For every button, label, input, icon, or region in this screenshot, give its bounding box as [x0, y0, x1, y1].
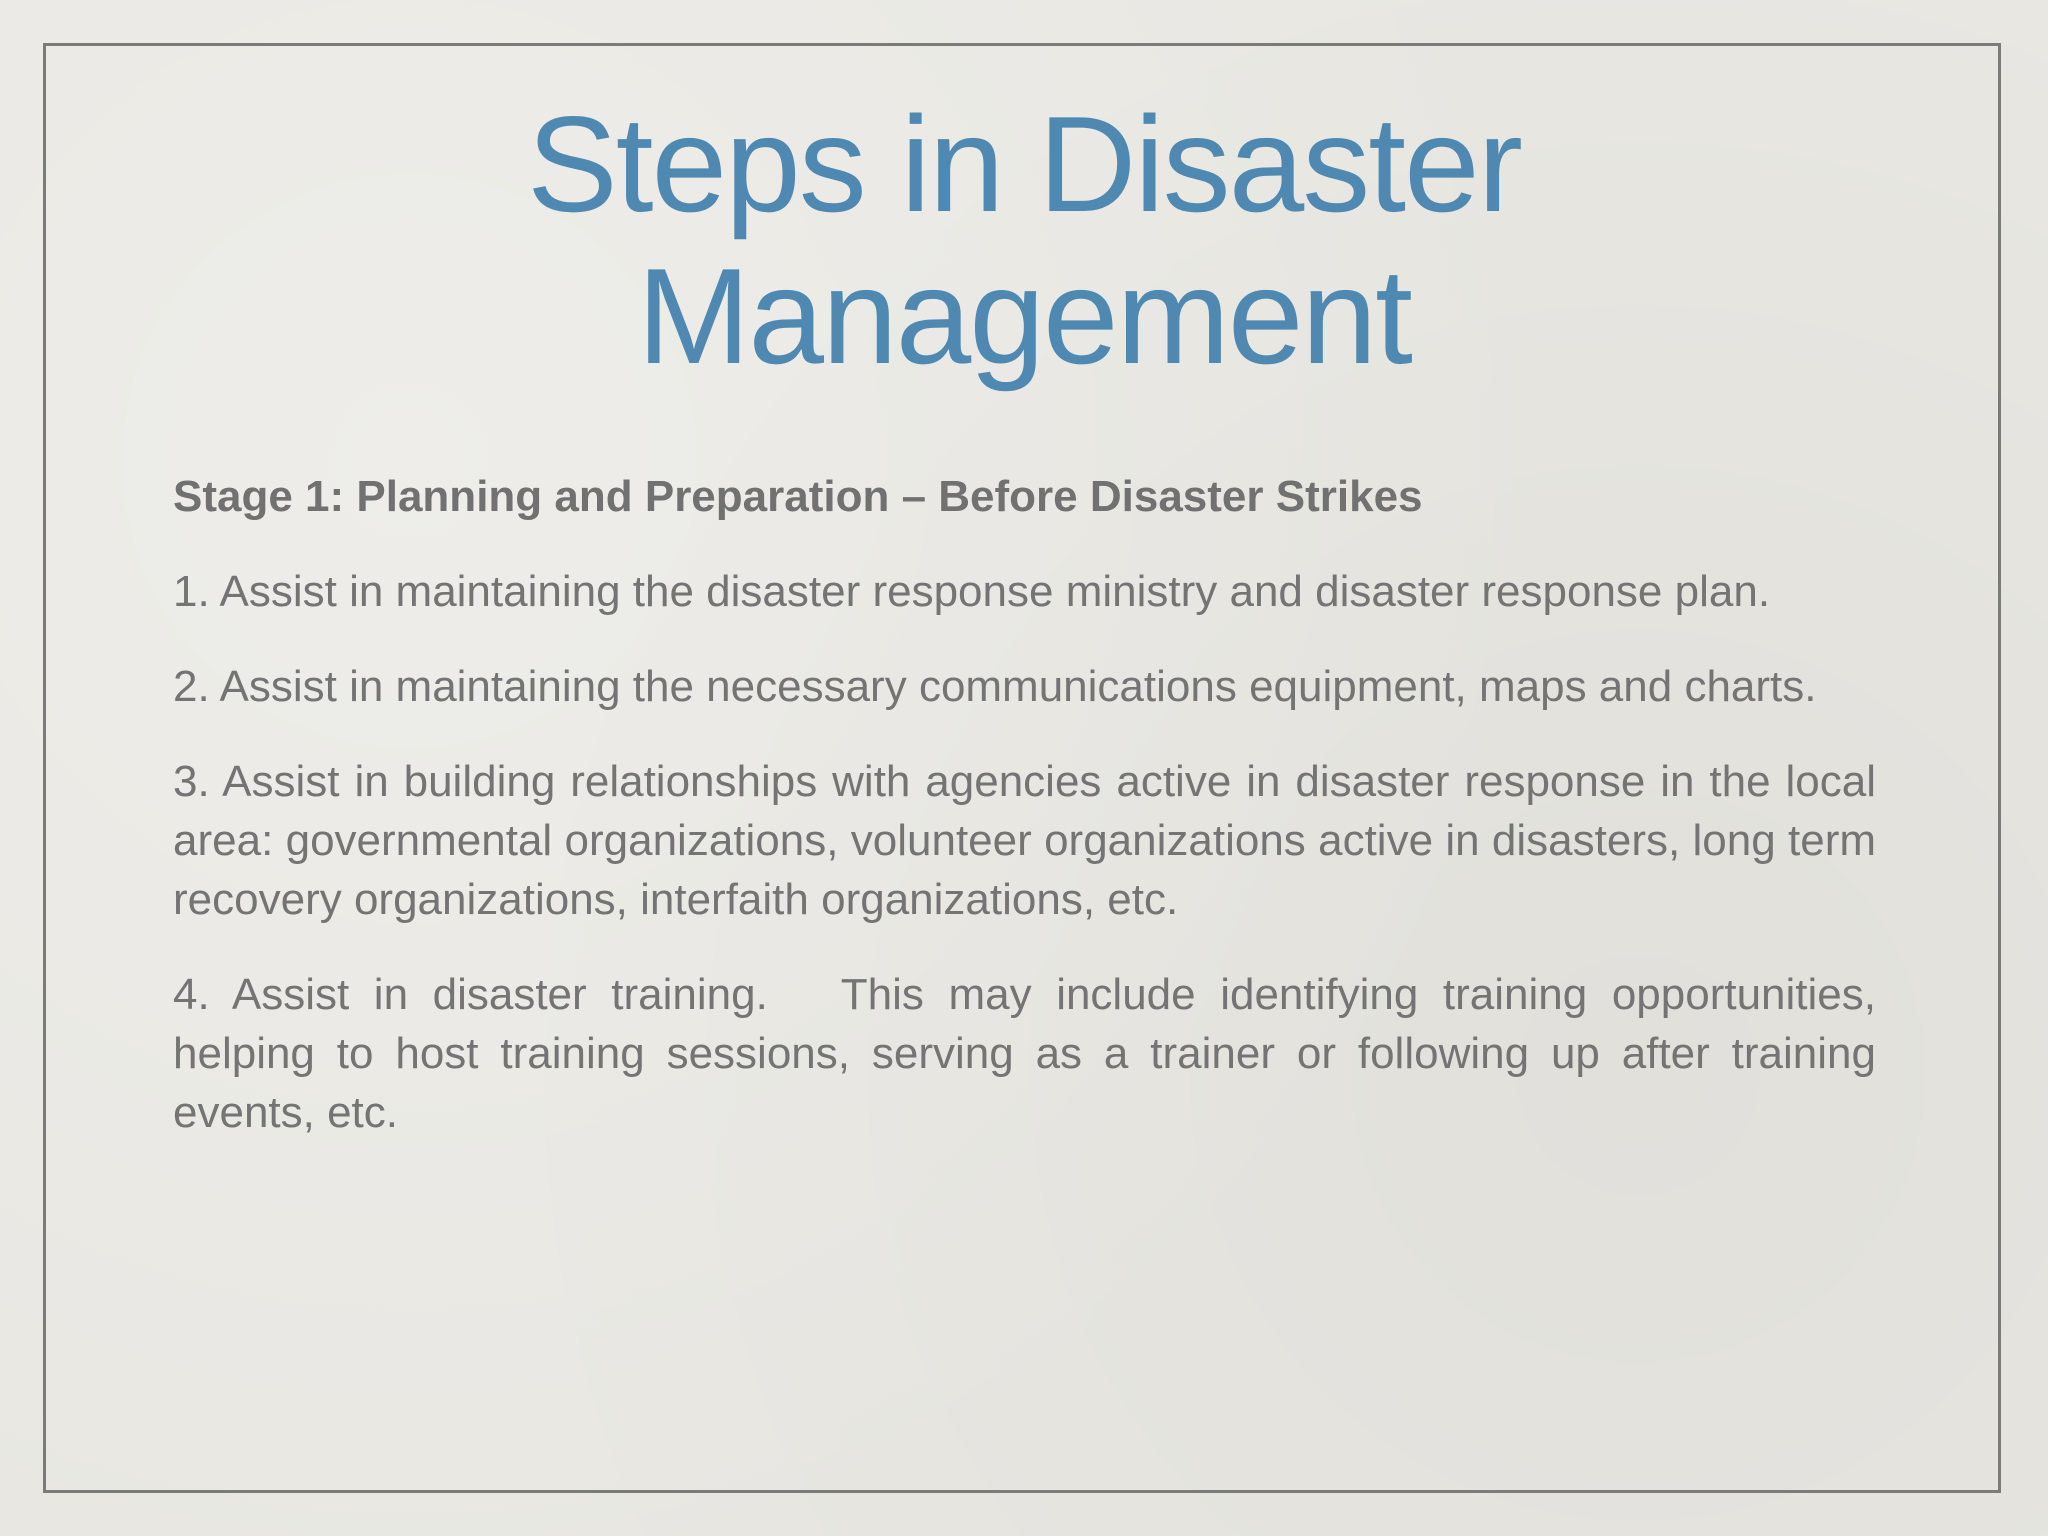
- slide-title-line-2: Management: [637, 240, 1411, 392]
- stage-heading: Stage 1: Planning and Preparation – Before Disaster Strikes: [173, 472, 1423, 521]
- slide-title-line-1: Steps in Disaster: [527, 88, 1521, 240]
- step-item-4: 4. Assist in disaster training. This may include identifying training opportunities, helping to host training sessions, serving as a trainer or following up after training events, etc.: [173, 970, 1889, 1137]
- slide-body: [173, 468, 1889, 1178]
- step-item-1: 1. Assist in maintaining the disaster response ministry and disaster response plan.: [173, 567, 1771, 616]
- step-item-2: 2. Assist in maintaining the necessary communications equipment, maps and charts.: [173, 662, 1817, 711]
- slide-title: [200, 88, 1848, 392]
- step-item-3: 3. Assist in building relationships with agencies active in disaster response in the local area: governmental organizations, volunteer organizations active in disasters, long term recovery organizations, interfaith organizations, etc.: [173, 757, 1876, 924]
